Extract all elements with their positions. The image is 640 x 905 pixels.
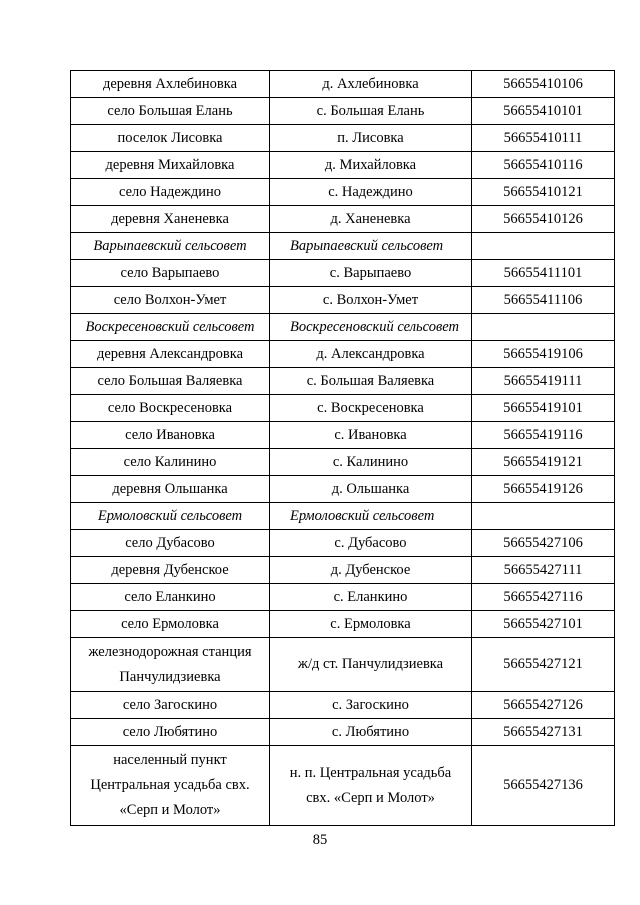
table-body <box>71 71 615 826</box>
settlement-full-name: село Варыпаево <box>71 260 270 287</box>
table-row <box>71 449 615 476</box>
table-row <box>71 557 615 584</box>
settlement-short-name: Воскресеновский сельсовет <box>270 314 472 341</box>
oktmo-code: 56655419121 <box>472 449 615 476</box>
oktmo-code: 56655427116 <box>472 584 615 611</box>
oktmo-code: 56655427111 <box>472 557 615 584</box>
settlement-full-name: село Надеждино <box>71 179 270 206</box>
settlement-short-name: д. Дубенское <box>270 557 472 584</box>
settlement-short-name: п. Лисовка <box>270 125 472 152</box>
table-row <box>71 746 615 826</box>
settlement-full-name: село Загоскино <box>71 692 270 719</box>
table-row <box>71 179 615 206</box>
settlement-short-name: с. Любятино <box>270 719 472 746</box>
oktmo-code: 56655410101 <box>472 98 615 125</box>
settlement-short-name: д. Александровка <box>270 341 472 368</box>
table-row <box>71 692 615 719</box>
settlement-short-name: д. Ханеневка <box>270 206 472 233</box>
settlement-full-name: деревня Дубенское <box>71 557 270 584</box>
table-row <box>71 206 615 233</box>
oktmo-code: 56655427126 <box>472 692 615 719</box>
oktmo-code <box>472 314 615 341</box>
settlement-full-name: деревня Ханеневка <box>71 206 270 233</box>
table-row <box>71 611 615 638</box>
settlement-full-name: село Дубасово <box>71 530 270 557</box>
settlement-short-name: д. Ахлебиновка <box>270 71 472 98</box>
table-row <box>71 638 615 692</box>
table-row <box>71 719 615 746</box>
oktmo-code: 56655419106 <box>472 341 615 368</box>
settlement-full-name: село Волхон-Умет <box>71 287 270 314</box>
oktmo-code: 56655410106 <box>472 71 615 98</box>
settlement-short-name: ж/д ст. Панчулидзиевка <box>270 638 472 692</box>
settlement-short-name: с. Варыпаево <box>270 260 472 287</box>
settlement-full-name: село Ивановка <box>71 422 270 449</box>
table-row <box>71 395 615 422</box>
table-row <box>71 476 615 503</box>
settlement-full-name: деревня Ольшанка <box>71 476 270 503</box>
settlement-full-name: село Воскресеновка <box>71 395 270 422</box>
settlement-full-name: железнодорожная станция Панчулидзиевка <box>71 638 270 692</box>
settlement-full-name: село Большая Валяевка <box>71 368 270 395</box>
oktmo-code: 56655419126 <box>472 476 615 503</box>
section-row <box>71 233 615 260</box>
settlement-short-name: н. п. Центральная усадьба свх. «Серп и Молот» <box>270 746 472 826</box>
section-row <box>71 314 615 341</box>
table-row <box>71 125 615 152</box>
settlement-full-name: Варыпаевский сельсовет <box>71 233 270 260</box>
oktmo-code: 56655419111 <box>472 368 615 395</box>
table-row <box>71 341 615 368</box>
table-row <box>71 260 615 287</box>
settlement-short-name: с. Калинино <box>270 449 472 476</box>
settlement-short-name: д. Михайловка <box>270 152 472 179</box>
settlement-short-name: с. Дубасово <box>270 530 472 557</box>
settlement-short-name: с. Воскресеновка <box>270 395 472 422</box>
settlement-full-name: село Любятино <box>71 719 270 746</box>
oktmo-code: 56655411101 <box>472 260 615 287</box>
oktmo-code: 56655419101 <box>472 395 615 422</box>
settlement-full-name: деревня Ахлебиновка <box>71 71 270 98</box>
oktmo-code: 56655427131 <box>472 719 615 746</box>
oktmo-code <box>472 233 615 260</box>
oktmo-code: 56655427106 <box>472 530 615 557</box>
settlements-table <box>70 70 615 826</box>
oktmo-code: 56655427136 <box>472 746 615 826</box>
table-row <box>71 530 615 557</box>
settlement-full-name: село Ермоловка <box>71 611 270 638</box>
settlement-short-name: с. Большая Валяевка <box>270 368 472 395</box>
settlement-short-name: с. Большая Елань <box>270 98 472 125</box>
oktmo-code: 56655410116 <box>472 152 615 179</box>
table-row <box>71 287 615 314</box>
settlement-short-name: с. Волхон-Умет <box>270 287 472 314</box>
oktmo-code: 56655427121 <box>472 638 615 692</box>
oktmo-code: 56655410126 <box>472 206 615 233</box>
settlement-short-name: с. Ермоловка <box>270 611 472 638</box>
settlement-full-name: населенный пункт Центральная усадьба свх. «Серп и Молот» <box>71 746 270 826</box>
settlement-full-name: село Большая Елань <box>71 98 270 125</box>
settlement-short-name: с. Загоскино <box>270 692 472 719</box>
table-row <box>71 71 615 98</box>
oktmo-code: 56655410121 <box>472 179 615 206</box>
settlement-full-name: деревня Александровка <box>71 341 270 368</box>
table-row <box>71 422 615 449</box>
settlement-full-name: поселок Лисовка <box>71 125 270 152</box>
table-row <box>71 152 615 179</box>
settlement-short-name: Варыпаевский сельсовет <box>270 233 472 260</box>
settlement-short-name: с. Еланкино <box>270 584 472 611</box>
settlement-short-name: с. Надеждино <box>270 179 472 206</box>
table-row <box>71 584 615 611</box>
settlement-full-name: село Еланкино <box>71 584 270 611</box>
settlement-full-name: Ермоловский сельсовет <box>71 503 270 530</box>
oktmo-code: 56655419116 <box>472 422 615 449</box>
settlement-short-name: Ермоловский сельсовет <box>270 503 472 530</box>
settlement-full-name: деревня Михайловка <box>71 152 270 179</box>
oktmo-code <box>472 503 615 530</box>
oktmo-code: 56655411106 <box>472 287 615 314</box>
oktmo-code: 56655427101 <box>472 611 615 638</box>
settlement-short-name: с. Ивановка <box>270 422 472 449</box>
section-row <box>71 503 615 530</box>
oktmo-code: 56655410111 <box>472 125 615 152</box>
settlement-full-name: Воскресеновский сельсовет <box>71 314 270 341</box>
settlement-short-name: д. Ольшанка <box>270 476 472 503</box>
settlement-full-name: село Калинино <box>71 449 270 476</box>
table-row <box>71 368 615 395</box>
table-row <box>71 98 615 125</box>
page-number: 85 <box>312 832 328 848</box>
